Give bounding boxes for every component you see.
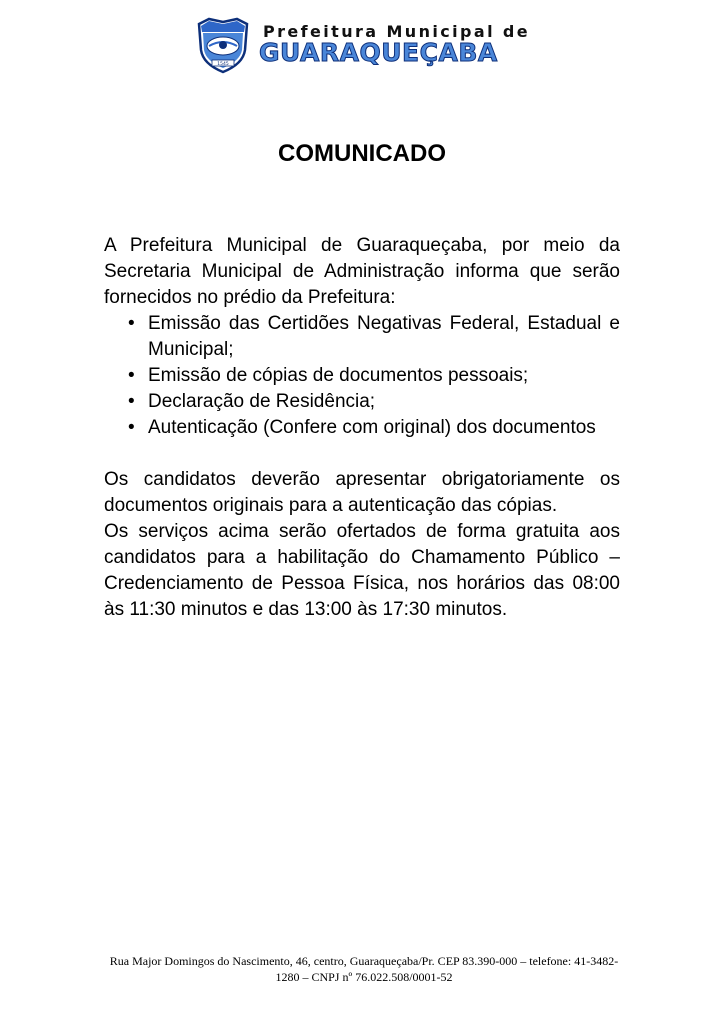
list-item xyxy=(104,389,620,415)
footer-address xyxy=(104,953,624,985)
requirements-paragraph: Os candidatos deverão apresentar obrigatoriamente os documentos originais para a autenticação das cópias. xyxy=(104,469,620,516)
letterhead-line-1: Prefeitura Municipal de xyxy=(263,22,531,41)
footer-line-2: 1280 – CNPJ nº 76.022.508/0001-52 xyxy=(275,970,453,984)
list-item xyxy=(104,415,620,441)
schedule-paragraph: Os serviços acima serão ofertados de forma gratuita aos candidatos para a habilitação do Chamamento Público – Credenciamento de Pessoa Física, nos horários das 08:00 às 11:30 minutos e das 13:00 às 17:30 minutos. xyxy=(104,521,620,620)
list-item xyxy=(104,311,620,363)
footer-line-1: Rua Major Domingos do Nascimento, 46, centro, Guaraqueçaba/Pr. CEP 83.390-000 – telefone: 41-3482- xyxy=(109,954,619,968)
page-title: COMUNICADO xyxy=(278,140,446,167)
bullet-icon: • xyxy=(128,391,135,412)
crest-year: 1545 xyxy=(217,62,229,67)
list-item-text: Emissão das Certidões Negativas Federal, Estadual e Municipal; xyxy=(148,313,620,360)
bullet-icon: • xyxy=(128,365,135,386)
bullet-icon: • xyxy=(128,313,135,334)
municipal-crest-icon xyxy=(193,16,253,74)
document-body xyxy=(104,233,620,623)
list-item xyxy=(104,363,620,389)
services-list xyxy=(104,311,620,441)
letterhead xyxy=(193,16,538,76)
bullet-icon: • xyxy=(128,417,135,438)
list-item-text: Declaração de Residência; xyxy=(148,391,376,412)
intro-paragraph: A Prefeitura Municipal de Guaraqueçaba, por meio da Secretaria Municipal de Administração informa que serão fornecidos no prédio da Prefeitura: xyxy=(104,235,620,308)
letterhead-line-2: GUARAQUEÇABA xyxy=(259,38,498,67)
list-item-text: Autenticação (Confere com original) dos documentos xyxy=(148,417,596,438)
list-item-text: Emissão de cópias de documentos pessoais; xyxy=(148,365,529,386)
